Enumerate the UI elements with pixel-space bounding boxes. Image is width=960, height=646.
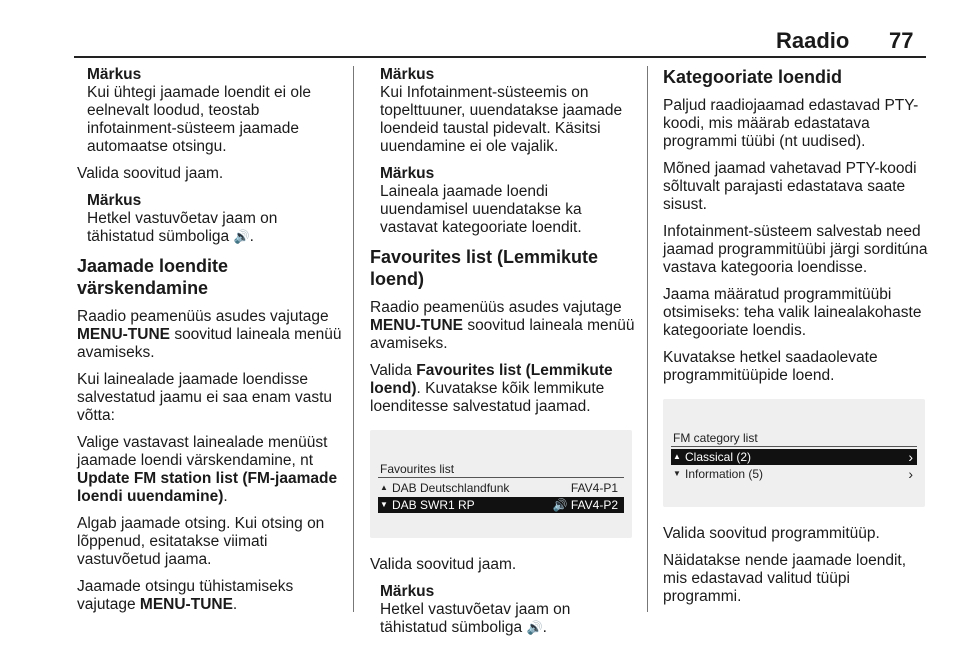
- note-text: Hetkel vastuvõetav jaam on tähistatud sümboliga: [87, 210, 278, 245]
- chevron-right-icon: ›: [908, 466, 913, 482]
- list-item-selected[interactable]: [671, 449, 917, 465]
- list-item[interactable]: [671, 466, 917, 482]
- paragraph: [77, 308, 342, 362]
- column-divider-1: [353, 66, 354, 612]
- paragraph: [370, 299, 635, 353]
- note-box: [380, 583, 635, 637]
- note-text: Kui ühtegi jaamade loendit ei ole eelnevalt loodud, teostab infotainment-süsteem jaamade automaatse otsingu.: [87, 84, 312, 155]
- note-box: [87, 192, 342, 246]
- paragraph: Valige vastavast lainealade menüüst jaamade loendi värskendamine, nt Update FM station list (FM-jaamade loendi uuendamine).: [77, 434, 338, 505]
- paragraph: Jaama määratud programmitüübi otsimiseks: teha valik lainealakohaste kategooriate loendis.: [663, 286, 922, 339]
- paragraph: Jaamade otsingu tühistamiseks vajutage MENU-TUNE.: [77, 578, 294, 613]
- paragraph: Kui lainealade jaamade loendisse salvestatud jaamu ei saa enam vastu võtta:: [77, 371, 333, 424]
- list-item-code: FAV4-P1: [570, 481, 618, 495]
- list-item-label: DAB Deutschlandfunk: [392, 481, 510, 495]
- list-item[interactable]: [378, 480, 624, 496]
- text-run: Raadio peamenüüs asudes vajutage: [370, 299, 622, 316]
- note-text: Hetkel vastuvõetav jaam on tähistatud sümboliga: [380, 601, 571, 636]
- list-item-label: DAB SWR1 RP: [392, 498, 475, 512]
- text-run: Kuvatakse kõik lemmikute loenditesse salvestatud jaamad.: [370, 380, 605, 415]
- category-list-screen: [663, 399, 925, 507]
- paragraph: Paljud raadiojaamad edastavad PTY-koodi, mis määrab edastatava programmi tüübi (nt uudised).: [663, 97, 919, 150]
- screen-title: Favourites list: [380, 462, 455, 476]
- list-item-label: Classical (2): [685, 450, 752, 464]
- arrow-down-icon: ▼: [673, 469, 681, 478]
- paragraph: Näidatakse nende jaamade loendit, mis edastavad valitud tüüpi programmi.: [663, 552, 907, 605]
- menu-tune-label: MENU-TUNE: [370, 317, 463, 334]
- list-item-label: Information (5): [685, 467, 764, 481]
- chevron-right-icon: ›: [908, 449, 913, 465]
- text-run: Valige vastavast lainealade menüüst jaamade loendi värskendamine, nt: [77, 434, 328, 469]
- section-heading: Kategooriate loendid: [663, 67, 843, 87]
- arrow-up-icon: ▲: [380, 483, 388, 492]
- text-run: soovitud laineala menüü avamiseks.: [370, 317, 635, 352]
- arrow-down-icon: ▼: [380, 500, 388, 509]
- note-heading: Märkus: [380, 583, 435, 600]
- text-run: Valida: [370, 362, 412, 379]
- speaker-icon: 🔊: [526, 620, 543, 635]
- favourites-list-screen: [370, 430, 632, 538]
- text-run: Jaamade otsingu tühistamiseks vajutage: [77, 578, 294, 613]
- paragraph: Valida Favourites list (Lemmikute loend). Kuvatakse kõik lemmikute loenditesse salvestatud jaamad.: [370, 362, 613, 415]
- page-number: 77: [889, 28, 914, 53]
- note-text-line: Hetkel vastuvõetav jaam on tähistatud sümboliga 🔊.: [87, 210, 278, 245]
- text-run: soovitud laineala menüü avamiseks.: [77, 326, 342, 361]
- column-3: [663, 66, 928, 615]
- note-heading: Märkus: [380, 66, 435, 83]
- note-heading: Märkus: [87, 192, 142, 209]
- paragraph: Valida soovitud programmitüüp.: [663, 525, 880, 542]
- note-text-line: Hetkel vastuvõetav jaam on tähistatud sümboliga 🔊.: [380, 601, 571, 636]
- paragraph: Mõned jaamad vahetavad PTY-koodi sõltuvalt parajasti edastatava saate sisust.: [663, 160, 917, 213]
- screen-divider: [378, 477, 624, 478]
- column-divider-2: [647, 66, 648, 612]
- note-heading: Märkus: [380, 165, 435, 182]
- arrow-up-icon: ▲: [673, 452, 681, 461]
- screen-divider: [671, 446, 917, 447]
- menu-tune-label: MENU-TUNE: [139, 596, 233, 613]
- header-rule: [74, 56, 926, 58]
- note-text: Laineala jaamade loendi uuendamisel uuendatakse ka vastavat kategooriate loendit.: [380, 183, 582, 236]
- column-1: [77, 66, 342, 623]
- paragraph: Valida soovitud jaam.: [77, 165, 224, 182]
- note-text: Kui Infotainment-süsteemis on topelttuuner, uuendatakse jaamade loendeid taustal pidevalt. Käsitsi uuendamine ei ole vajalik.: [380, 84, 623, 155]
- speaker-icon: 🔊: [552, 498, 568, 512]
- list-item-selected[interactable]: [378, 497, 624, 513]
- page-section-title: Raadio: [776, 28, 850, 53]
- menu-option-label: Update FM station list (FM-jaamade loendi uuendamine): [77, 470, 338, 505]
- section-heading: Jaamade loendite värskendamine: [77, 256, 229, 298]
- text-run: Raadio peamenüüs asudes vajutage: [77, 308, 329, 325]
- menu-option-label: Favourites list (Lemmikute loend): [370, 362, 613, 397]
- screen-title: FM category list: [673, 431, 758, 445]
- note-box: [380, 66, 635, 156]
- column-2: [370, 66, 635, 646]
- section-heading: Favourites list (Lemmikute loend): [370, 247, 599, 289]
- paragraph: Valida soovitud jaam.: [370, 556, 517, 573]
- menu-tune-label: MENU-TUNE: [77, 326, 170, 343]
- list-item-code: FAV4-P2: [570, 498, 618, 512]
- paragraph: Infotainment-süsteem salvestab need jaamad programmitüübi järgi sorditúna vastava kategooria loendisse.: [663, 223, 928, 276]
- note-box: [87, 66, 342, 156]
- note-box: [380, 165, 635, 237]
- speaker-icon: 🔊: [233, 229, 250, 244]
- paragraph: Kuvatakse hetkel saadaolevate programmitüüpide loend.: [663, 349, 878, 384]
- paragraph: Algab jaamade otsing. Kui otsing on lõppenud, esitatakse viimati vastuvõetud jaama.: [77, 515, 325, 568]
- list-item-right: [553, 497, 618, 513]
- note-heading: Märkus: [87, 66, 142, 83]
